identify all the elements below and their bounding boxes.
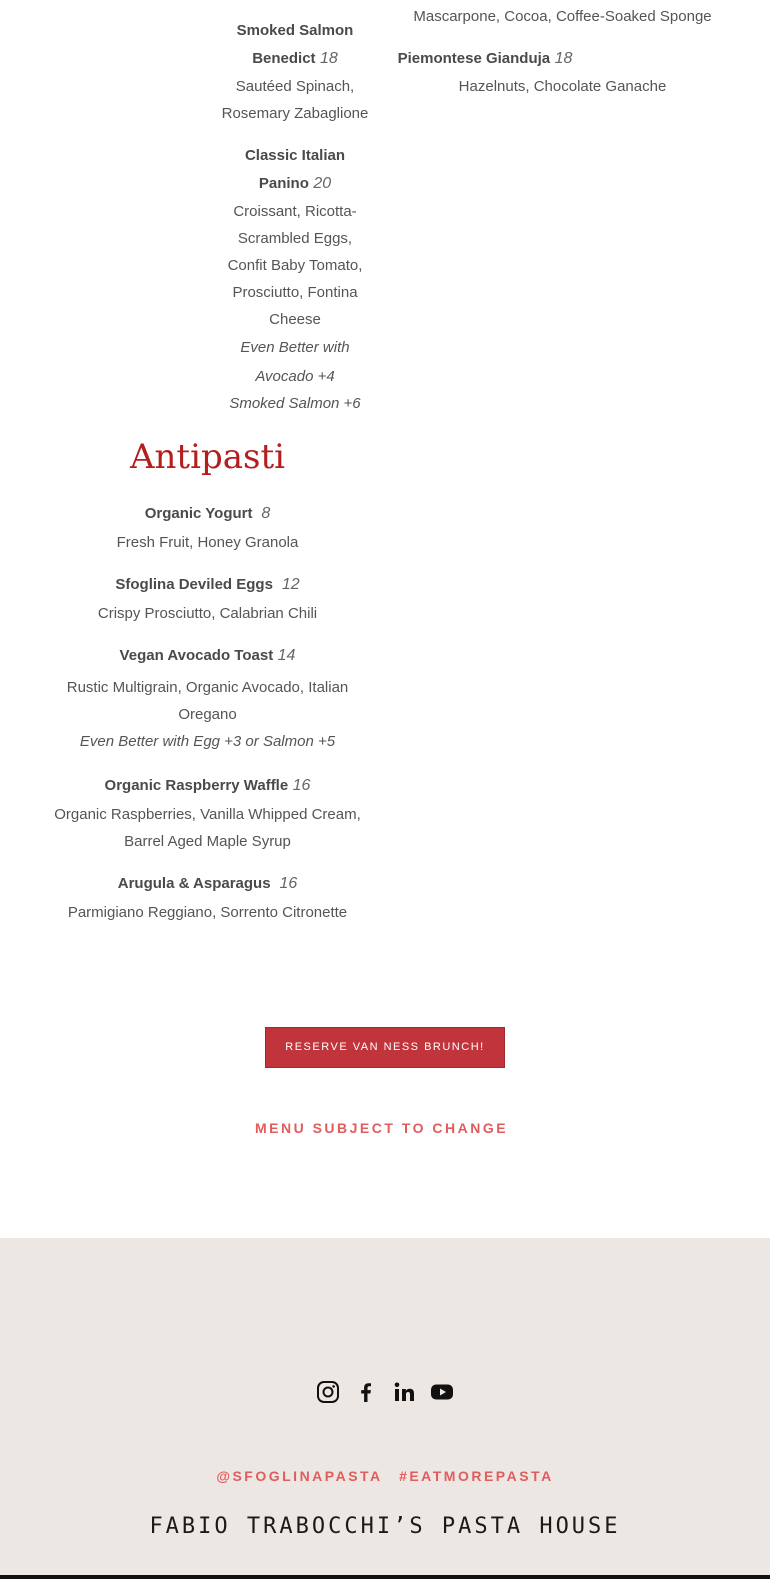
desc-line: Oregano — [178, 706, 237, 723]
menu-item-salmon-benedict — [215, 17, 375, 73]
item-note: Even Better with Egg +3 or Salmon +5 — [79, 733, 336, 750]
menu-item-organic-yogurt — [40, 503, 375, 525]
desc-line: Prosciutto, Fontina — [232, 284, 358, 301]
restaurant-title: FABIO TRABOCCHI’S PASTA HOUSE — [149, 1514, 621, 1539]
item-desc: Parmigiano Reggiano, Sorrento Citronette — [67, 904, 348, 921]
note-line: Even Better with — [240, 339, 350, 356]
menu-disclaimer: MENU SUBJECT TO CHANGE — [254, 1120, 509, 1136]
item-name: Sfoglina Deviled Eggs — [115, 576, 273, 593]
item-desc: Hazelnuts, Chocolate Ganache — [458, 78, 667, 95]
item-name-line1: Classic Italian — [244, 147, 346, 164]
item-name-line1: Smoked Salmon — [236, 22, 354, 39]
desc-line: Rustic Multigrain, Organic Avocado, Italian — [66, 679, 349, 696]
bottom-bar — [0, 1575, 770, 1579]
desc-line: Sautéed Spinach, — [235, 78, 355, 95]
desc-line: Croissant, Ricotta- — [233, 203, 357, 220]
desc-line: Cheese — [269, 311, 321, 328]
item-price: 16 — [292, 777, 311, 794]
item-name: Piemontese Gianduja — [397, 50, 551, 67]
item-name-line2: Panino — [258, 175, 309, 192]
menu-item-deviled-eggs — [40, 574, 375, 596]
reserve-brunch-button[interactable]: RESERVE VAN NESS BRUNCH! — [265, 1027, 505, 1068]
section-heading-antipasti: Antipasti — [129, 437, 285, 477]
menu-item-avocado-toast — [40, 645, 375, 667]
social-links — [0, 1380, 770, 1404]
item-desc — [40, 801, 375, 855]
item-desc: Fresh Fruit, Honey Granola — [116, 534, 299, 551]
linkedin-icon[interactable] — [392, 1380, 416, 1404]
desc-line: Scrambled Eggs, — [237, 230, 353, 247]
facebook-icon[interactable] — [354, 1380, 378, 1404]
item-price: 8 — [261, 505, 271, 522]
desc-line: Barrel Aged Maple Syrup — [124, 833, 291, 850]
dolci-prev-desc: Mascarpone, Cocoa, Coffee-Soaked Sponge — [413, 8, 712, 25]
site-footer — [0, 1238, 770, 1579]
menu-item-raspberry-waffle — [40, 775, 375, 797]
menu-item-panino — [215, 142, 375, 198]
item-price: 14 — [277, 647, 296, 664]
item-note — [215, 333, 375, 391]
item-name: Organic Raspberry Waffle — [104, 777, 289, 794]
item-desc — [210, 73, 380, 127]
desc-line: Organic Raspberries, Vanilla Whipped Cream, — [54, 806, 361, 823]
social-tags — [0, 1468, 770, 1484]
youtube-icon[interactable] — [430, 1380, 454, 1404]
item-price: 12 — [281, 576, 300, 593]
menu-item-gianduja — [380, 48, 590, 70]
item-desc — [215, 198, 375, 333]
instagram-handle-link[interactable]: @SFOGLINAPASTA — [216, 1468, 383, 1484]
note-line: Avocado +4 — [255, 368, 335, 385]
item-price: 18 — [320, 50, 338, 67]
item-price: 20 — [313, 175, 332, 192]
item-name-line2: Benedict — [252, 50, 316, 67]
item-desc: Crispy Prosciutto, Calabrian Chili — [97, 605, 318, 622]
item-name: Arugula & Asparagus — [117, 875, 271, 892]
hashtag-link[interactable]: #EATMOREPASTA — [399, 1468, 554, 1484]
item-price: 18 — [554, 50, 573, 67]
instagram-icon[interactable] — [316, 1380, 340, 1404]
item-note-salmon: Smoked Salmon +6 — [229, 395, 361, 412]
item-price: 16 — [279, 875, 298, 892]
item-name: Vegan Avocado Toast — [119, 647, 274, 664]
desc-line: Confit Baby Tomato, — [227, 257, 363, 274]
item-desc — [40, 674, 375, 728]
item-name: Organic Yogurt — [144, 505, 253, 522]
menu-item-arugula-asparagus — [40, 873, 375, 895]
desc-line: Rosemary Zabaglione — [221, 105, 369, 122]
